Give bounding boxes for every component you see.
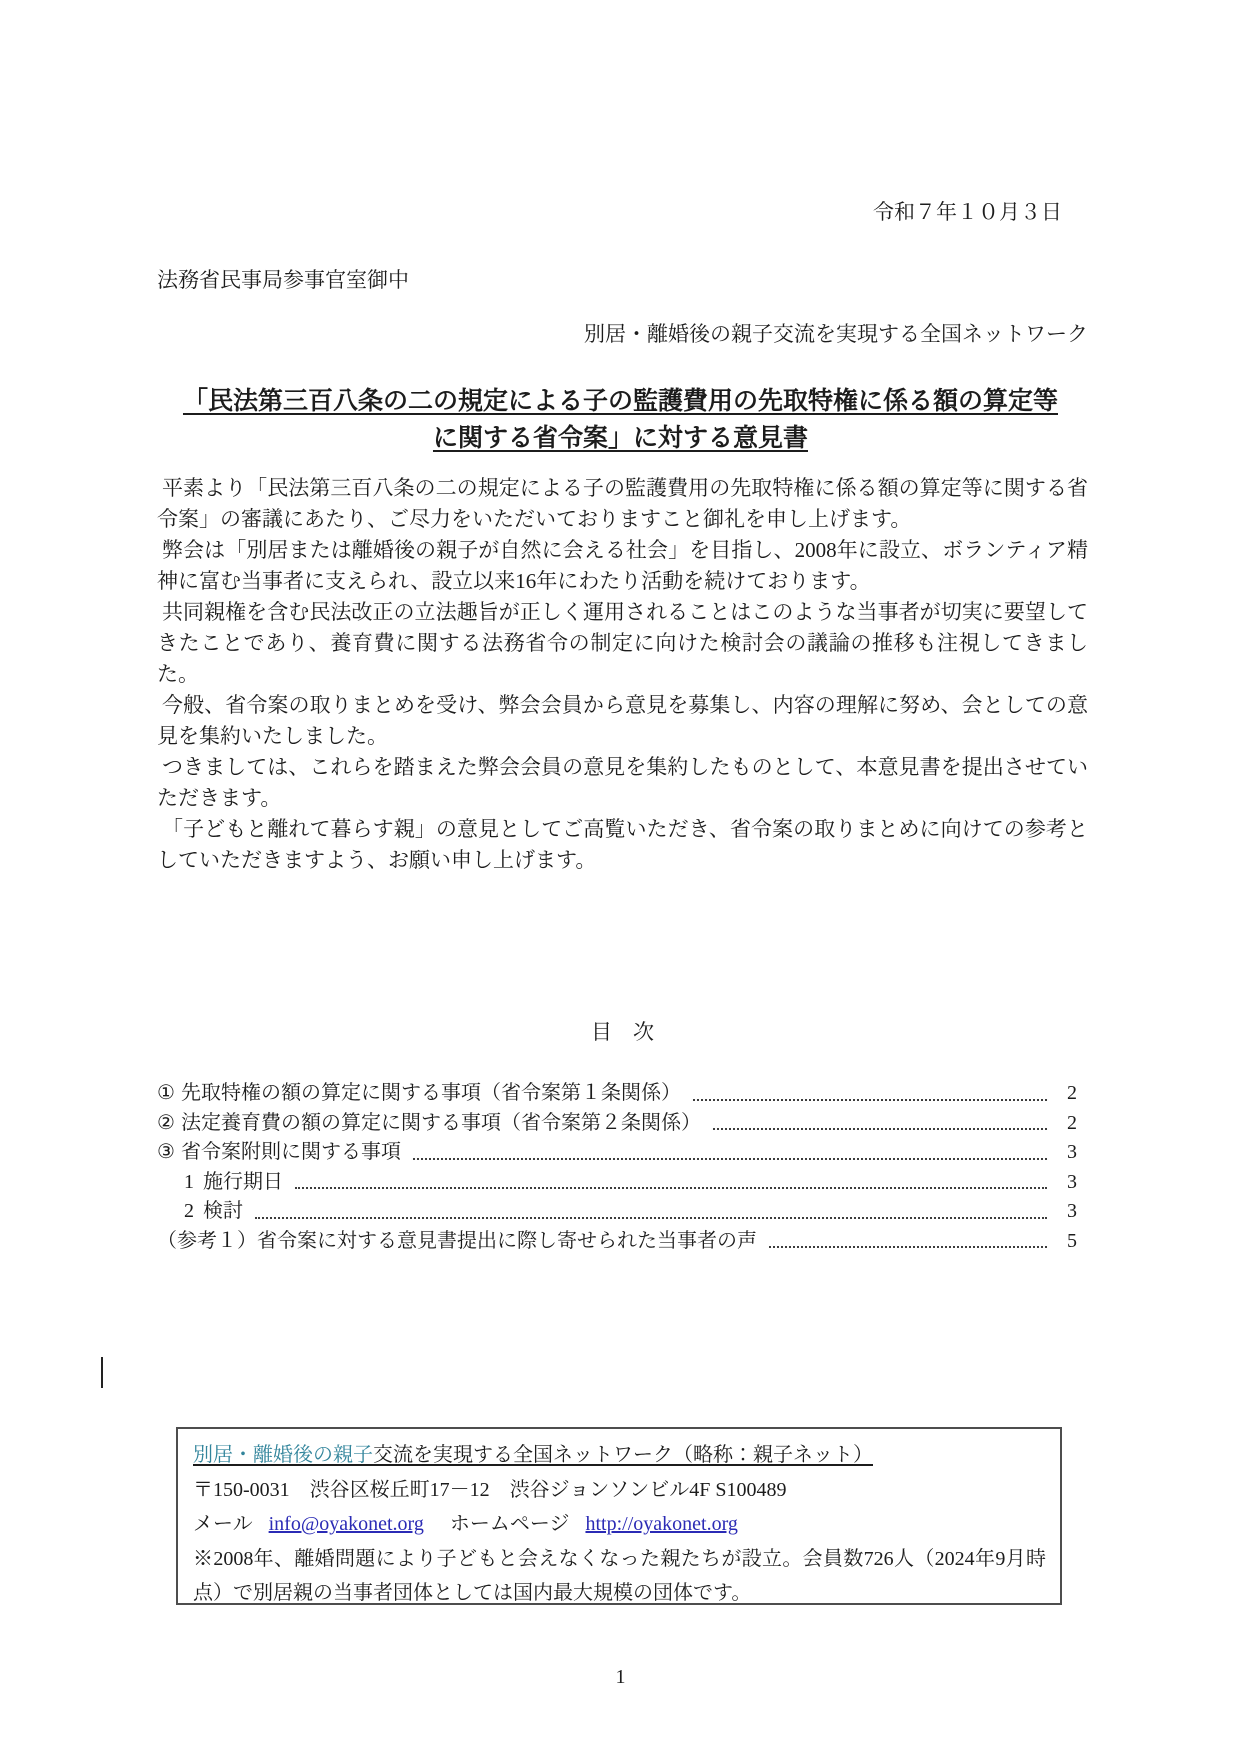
toc-item-marker: ① [157,1082,175,1104]
toc-item-marker: ② [157,1111,175,1134]
org-contact-line [193,1507,1046,1542]
body-paragraph: 共同親権を含む民法改正の立法趣旨が正しく運用されることはこのような当事者が切実に要望してきたことであり、養育費に関する法務省令の制定に向けた検討会の議論の推移も注視してきました。 [157,600,1088,686]
toc-item [157,1079,1077,1109]
toc-leader-dots [255,1216,1047,1219]
toc-item-page: 5 [1067,1229,1077,1252]
text-cursor-mark [101,1357,103,1388]
toc-leader-dots [295,1186,1047,1189]
org-info-box [176,1427,1062,1605]
toc-subitem [157,1168,1077,1198]
toc-item-marker: ③ [157,1141,175,1163]
homepage-link[interactable]: http://oyakonet.org [585,1513,738,1535]
toc-item-label: 法定養育費の額の算定に関する事項（省令案第２条関係） [181,1111,701,1134]
recipient-line: 法務省民事局参事官室御中 [157,268,409,292]
toc-item [157,1138,1077,1168]
org-address-line: 〒150-0031 渋谷区桜丘町17－12 渋谷ジョンソンビル4F S100489 [193,1478,787,1501]
email-label: メール [193,1513,253,1535]
toc-leader-dots [713,1127,1047,1130]
document-date: 令和７年１０月３日 [873,200,1062,224]
toc-item-label: 先取特権の額の算定に関する事項（省令案第１条関係） [181,1082,681,1104]
sender-line: 別居・離婚後の親子交流を実現する全国ネットワーク [584,322,1088,346]
org-name-rest: 交流を実現する全国ネットワーク（略称：親子ネット） [373,1444,873,1466]
body-paragraph: 今般、省令案の取りまとめを受け、弊会会員から意見を募集し、内容の理解に努め、会としての意見を集約いたしました。 [157,693,1088,748]
document-title-line2: に関する省令案」に対する意見書 [432,425,808,452]
toc-item-page: 2 [1067,1082,1077,1104]
body-text [157,473,1088,876]
org-note: ※2008年、離婚問題により子どもと会えなくなった親たちが設立。会員数726人（2024年9月時点）で別居親の当事者団体としては国内最大規模の団体です。 [193,1547,1046,1604]
toc-item-marker: 2 [184,1200,194,1222]
toc-item-page: 3 [1067,1170,1077,1193]
toc-item-label: 検討 [203,1200,243,1222]
body-paragraph: 平素より「民法第三百八条の二の規定による子の監護費用の先取特権に係る額の算定等に関する省令案」の審議にあたり、ご尽力をいただいておりますこと御礼を申し上げます。 [157,476,1088,531]
page-number: 1 [615,1666,626,1688]
toc-item-page: 2 [1067,1111,1077,1134]
toc-item-page: 3 [1067,1200,1077,1222]
table-of-contents [157,1079,1077,1256]
document-title [110,383,1131,457]
document-title-line1: 「民法第三百八条の二の規定による子の監護費用の先取特権に係る額の算定等 [182,388,1058,415]
org-name-line [193,1438,1046,1473]
toc-item-page: 3 [1067,1141,1077,1163]
org-name-highlight-link[interactable]: 別居・離婚後の親子 [193,1444,373,1466]
email-link[interactable]: info@oyakonet.org [268,1513,424,1535]
toc-subitem [157,1197,1077,1227]
toc-item-marker: 1 [184,1170,194,1193]
toc-item-label: 省令案附則に関する事項 [181,1141,401,1163]
body-paragraph: 弊会は「別居または離婚後の親子が自然に会える社会」を目指し、2008年に設立、ボランティア精神に富む当事者に支えられ、設立以来16年にわたり活動を続けております。 [157,538,1088,593]
toc-item-label: 施行期日 [203,1170,283,1193]
toc-reference-item [157,1227,1077,1257]
toc-item-label: （参考１）省令案に対する意見書提出に際し寄せられた当事者の声 [157,1229,757,1252]
toc-leader-dots [693,1098,1047,1101]
body-paragraph: つきましては、これらを踏まえた弊会会員の意見を集約したものとして、本意見書を提出させていただきます。 [157,755,1088,810]
toc-leader-dots [413,1157,1047,1160]
toc-heading: 目 次 [591,1020,654,1044]
toc-item [157,1109,1077,1139]
homepage-label: ホームページ [449,1513,570,1535]
body-paragraph: 「子どもと離れて暮らす親」の意見としてご高覧いただき、省令案の取りまとめに向けての参考としていただきますよう、お願い申し上げます。 [157,817,1088,872]
toc-leader-dots [769,1245,1047,1248]
